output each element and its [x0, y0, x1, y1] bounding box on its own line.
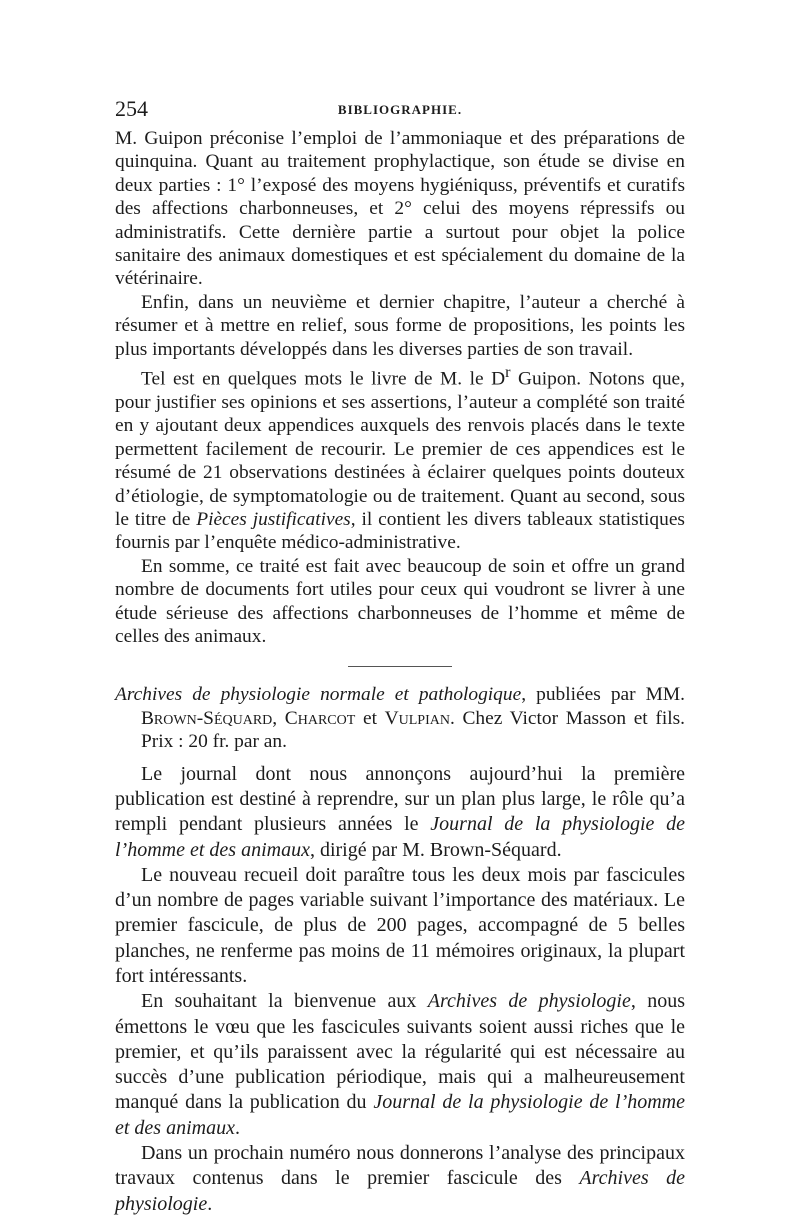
running-head: BIBLIOGRAPHIE. — [337, 102, 463, 117]
superscript: r — [505, 364, 511, 382]
text-run: , nous émettons le vœu que les fascicules suivants soient aussi riches que le premier, et qu’ils paraissent avec la régularité qui est nécessaire au succès d’une publication périodique, mais qui a malheureusement manqué dans la publication du — [115, 990, 685, 1114]
text-run: . Chez Victor Masson et fils. Prix : 20 fr. par an. — [141, 707, 685, 753]
paragraph — [115, 361, 685, 555]
text-run: . — [234, 1116, 240, 1139]
section-divider — [348, 666, 452, 667]
text-run: Le journal dont nous annonçons aujourd’hui la première publication est destiné à reprendre, sur un plan plus large, le rôle qu’a rempli pendant plusieurs années le — [115, 762, 685, 836]
paragraph: M. Guipon préconise l’emploi de l’ammoniaque et des préparations de quinquina. Quant au traitement prophylactique, son étude se divise en deux parties : 1° l’exposé des moyens hygiéniquss, préventifs et curatifs des affections charbonneuses, et 2° celui des moyens répressifs ou administratifs. Cette dernière partie a surtout pour objet la police sanitaire des animaux domestiques et est spécialement du domaine de la vétérinaire. — [115, 128, 685, 290]
text-run: , dirigé par M. Brown-Séquard. — [309, 838, 562, 861]
journal-title: Archives de physiologie normale et pathologique — [115, 684, 522, 706]
italic-title: Pièces justificatives — [196, 508, 351, 530]
page-number: 254 — [115, 96, 148, 121]
italic-title: Journal de la physiologie de l’homme et des animaux — [115, 813, 685, 861]
paragraph — [115, 989, 685, 1141]
text-run: , — [272, 707, 285, 729]
paragraph: Le nouveau recueil doit paraître tous les deux mois par fascicules d’un nombre de pages variable suivant l’importance des matériaux. Le premier fascicule, de plus de 200 pages, accompagné de 5 belles planches, ne renferme pas moins de 11 mémoires originaux, la plupart fort intéressants. — [115, 863, 685, 987]
text-run: Tel est en quelques mots le livre de M. le D — [141, 368, 506, 390]
text-run: et — [355, 707, 385, 729]
paragraph — [115, 1141, 685, 1217]
page-header — [115, 96, 685, 126]
text-run: Dans un prochain numéro nous donnerons l’analyse des principaux travaux contenus dans le premier fascicule des — [115, 1142, 685, 1190]
review-text — [115, 762, 685, 1217]
italic-title: Archives de physiologie — [427, 990, 631, 1013]
text-run: . — [207, 1192, 213, 1215]
text-run: En souhaitant la bienvenue aux — [141, 990, 428, 1013]
paragraph: Enfin, dans un neuvième et dernier chapitre, l’auteur a cherché à résumer et à mettre en relief, sous forme de propositions, les points les plus importants développés dans les diverses parties de son travail. — [115, 291, 685, 360]
italic-title: Journal de la physiologie de l’homme et des animaux — [115, 1091, 686, 1139]
bibliography-entry — [115, 683, 685, 753]
author-name: Charcot — [284, 707, 356, 729]
italic-title: Archives de physiologie — [115, 1167, 685, 1215]
text-run: , il contient les divers tableaux statistiques fournis par l’enquête médico-administrative. — [115, 508, 685, 554]
text-run: , publiées par MM. — [521, 684, 685, 706]
author-name: Brown-Séquard — [141, 707, 273, 729]
paragraph — [115, 762, 685, 863]
paragraph: En somme, ce traité est fait avec beaucoup de soin et offre un grand nombre de documents fort utiles pour ceux qui voudront se livrer à une étude sérieuse des affections charbonneuses de l’homme et même de celles des animaux. — [115, 555, 685, 647]
author-name: Vulpian — [384, 707, 450, 729]
text-run: Guipon. Notons que, pour justifier ses opinions et ses assertions, l’auteur a complété son traité en y ajoutant deux appendices auxquels des renvois placés dans le texte permettent facilement de recourir. Le premier de ces appendices est le résumé de 21 observations destinées à éclairer quelques points douteux d’étiologie, de symptomatologie ou de traitement. Quant au second, sous le titre de — [115, 368, 685, 530]
text-column — [115, 127, 685, 1217]
